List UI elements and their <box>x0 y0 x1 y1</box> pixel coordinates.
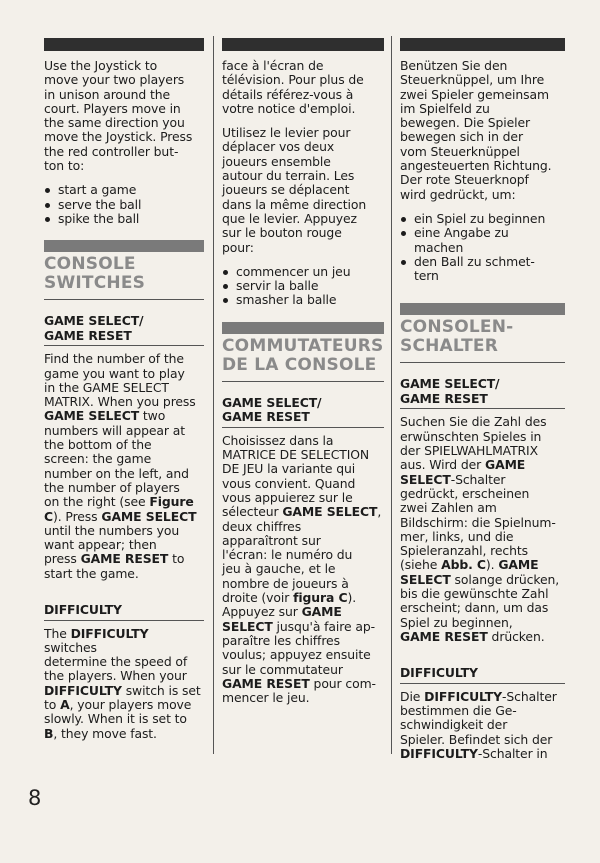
text-run: l'écran: le numéro du <box>222 547 353 563</box>
text-line: Steuerknüppel, um Ihre <box>400 72 545 88</box>
subheading-rule <box>44 345 204 346</box>
text-run: slowly. When it is set to <box>44 711 187 727</box>
text-run: ). <box>485 557 499 573</box>
column-german <box>400 38 565 771</box>
difficulty-heading: DIFFICULTY <box>400 665 478 681</box>
text-run: to <box>168 551 185 567</box>
text-run: -Schalter in <box>477 745 548 761</box>
text-run: vous appuierez sur le <box>222 489 353 505</box>
text-run: determine the speed of <box>44 654 188 670</box>
text-line: move the Joystick. Press <box>44 129 193 145</box>
section-rule <box>400 362 565 363</box>
text-run: gedrückt, erscheinen <box>400 485 530 501</box>
text-run: erscheint; dann, um das <box>400 600 549 616</box>
text-line: GAME RESET <box>222 409 310 425</box>
text-line: pour: <box>222 239 254 255</box>
subheading-rule <box>222 427 384 428</box>
bold-term: DIFFICULTY <box>44 682 122 698</box>
text-line: the same direction you <box>44 115 185 131</box>
text-line: Utilisez le levier pour <box>222 125 351 141</box>
subheading-rule <box>44 620 204 621</box>
list-item: spike the ball <box>44 212 204 226</box>
text-run: two <box>139 408 166 424</box>
text-run: schwindigkeit der <box>400 717 508 733</box>
lever-instructions <box>222 126 384 255</box>
text-run: aus. Wird der <box>400 457 486 473</box>
list-item: serve the ball <box>44 198 204 212</box>
text-run: MATRICE DE SELECTION <box>222 447 370 463</box>
bold-term: A <box>60 697 70 712</box>
text-line: CONSOLE <box>44 254 136 275</box>
list-item: commencer un jeu <box>222 265 384 279</box>
bold-term: SELECT <box>400 571 451 587</box>
text-run: the number of players <box>44 479 180 495</box>
section-title-commutateurs <box>222 337 384 375</box>
text-run: vous convient. Quand <box>222 475 356 491</box>
bold-term: figura C <box>293 590 348 606</box>
text-run: sélecteur <box>222 504 283 520</box>
section-bar <box>44 240 204 252</box>
section-title-consolenschalter <box>400 318 565 356</box>
text-line: déplacer vos deux <box>222 139 335 155</box>
column-header-bar <box>44 38 204 51</box>
bold-term: DIFFICULTY <box>70 625 149 641</box>
game-select-heading <box>222 396 384 425</box>
bold-term: Figure <box>149 494 194 510</box>
section-title-console-switches <box>44 255 204 293</box>
bold-term: SELECT <box>400 471 451 487</box>
text-line: dans la même direction <box>222 196 367 212</box>
text-line: angesteuerten Richtung. <box>400 158 552 174</box>
text-line: im Spielfeld zu <box>400 100 490 116</box>
text-run: press <box>44 551 81 567</box>
text-run: mer, links, und die <box>400 528 514 544</box>
text-run: nombre de joueurs à <box>222 575 349 591</box>
text-run: start the game. <box>44 565 139 581</box>
subheading-rule <box>400 683 565 684</box>
text-run: (siehe <box>400 557 442 573</box>
text-run: drücken. <box>487 628 545 644</box>
text-run: droite (voir <box>222 590 294 606</box>
bold-term: GAME RESET <box>80 551 169 567</box>
text-run: screen: the game <box>44 451 152 467</box>
section-rule <box>222 381 384 382</box>
text-line: votre notice d'emploi. <box>222 100 356 116</box>
bold-term: GAME <box>485 457 526 473</box>
text-run: Spieleranzahl, rechts <box>400 543 528 559</box>
text-line: GAME SELECT/ <box>400 376 500 392</box>
text-run: numbers will appear at <box>44 422 185 438</box>
text-line: que le levier. Appuyez <box>222 210 357 226</box>
text-line: joueurs ensemble <box>222 153 331 169</box>
page-number: 8 <box>28 786 42 810</box>
text-line: vom Steuerknüppel <box>400 143 520 159</box>
text-run: ). <box>347 590 357 606</box>
text-line: GAME SELECT/ <box>44 313 144 329</box>
text-run: paraître les chiffres <box>222 632 340 648</box>
joystick-instructions <box>400 59 565 202</box>
text-run: -Schalter <box>502 688 557 704</box>
text-run: zwei Zahlen am <box>400 500 497 516</box>
joystick-instructions <box>44 59 204 173</box>
text-line: SCHALTER <box>400 336 499 357</box>
bold-term: GAME <box>301 604 342 620</box>
text-run: , they move fast. <box>53 725 157 741</box>
text-run: jusqu'à faire ap- <box>272 618 375 634</box>
text-run: DE JEU la variante qui <box>222 461 356 477</box>
text-run: to <box>44 697 61 712</box>
text-run: Bildschirm: die Spielnum- <box>400 514 556 530</box>
section-bar <box>222 322 384 334</box>
text-line: COMMUTATEURS <box>222 335 384 356</box>
text-run: voulus; appuyez ensuite <box>222 647 371 663</box>
section-rule <box>44 299 204 300</box>
list-item: smasher la balle <box>222 293 384 307</box>
text-run: the bottom of the <box>44 437 152 453</box>
bold-term: GAME SELECT <box>282 504 378 520</box>
text-run: deux chiffres <box>222 518 302 534</box>
text-line: DE LA CONSOLE <box>222 354 377 375</box>
text-line: the red controller but- <box>44 143 179 159</box>
text-run: bis die gewünschte Zahl <box>400 586 549 602</box>
subheading-rule <box>400 408 565 409</box>
bold-term: GAME SELECT <box>101 508 197 524</box>
text-line: move your two players <box>44 72 185 88</box>
text-line: Der rote Steuerknopf <box>400 172 529 188</box>
text-line: wird gedrückt, um: <box>400 186 516 202</box>
list-item: servir la balle <box>222 279 384 293</box>
column-header-bar <box>222 38 384 51</box>
difficulty-text <box>44 627 204 741</box>
text-run: solange drücken, <box>450 571 560 587</box>
text-run: apparaîtront sur <box>222 532 321 548</box>
column-header-bar <box>400 38 565 51</box>
difficulty-heading: DIFFICULTY <box>44 602 122 618</box>
text-run: Find the number of the <box>44 351 184 367</box>
text-line: GAME SELECT/ <box>222 394 322 410</box>
column-french <box>222 38 384 715</box>
action-list <box>222 265 384 308</box>
text-run: Appuyez sur <box>222 604 302 620</box>
text-line: bewegen sich in der <box>400 129 523 145</box>
bold-term: GAME RESET <box>222 675 310 691</box>
text-run: Choisissez dans la <box>222 432 334 448</box>
text-run: switch is set <box>121 682 201 698</box>
text-line: autour du terrain. Les <box>222 168 355 184</box>
text-run: pour com- <box>309 675 376 691</box>
game-select-text <box>400 415 565 644</box>
text-run: game you want to play <box>44 365 185 381</box>
text-line: CONSOLEN- <box>400 317 514 338</box>
text-run: on the right (see <box>44 494 150 510</box>
text-run: Suchen Sie die Zahl des <box>400 414 547 430</box>
column-divider-2 <box>391 36 392 754</box>
text-run: want appear; then <box>44 537 157 553</box>
text-run: mencer le jeu. <box>222 690 310 706</box>
list-item: den Ball zu schmet- tern <box>400 255 565 284</box>
text-run: ). Press <box>53 508 102 524</box>
bold-term: DIFFICULTY <box>400 745 478 761</box>
text-line: sur le bouton rouge <box>222 225 342 241</box>
text-run: The <box>44 625 71 641</box>
text-line: télévision. Pour plus de <box>222 72 364 88</box>
text-run: , <box>377 504 382 520</box>
text-line: SWITCHES <box>44 273 146 294</box>
list-item: ein Spiel zu beginnen <box>400 212 565 226</box>
text-line: joueurs se déplacent <box>222 182 350 198</box>
action-list <box>44 183 204 226</box>
text-line: court. Players move in <box>44 100 181 116</box>
column-divider-1 <box>213 36 214 754</box>
bold-term: C <box>44 508 53 524</box>
bold-term: DIFFICULTY <box>424 688 503 704</box>
bold-term: GAME RESET <box>400 628 488 644</box>
action-list <box>400 212 565 283</box>
text-run: until the numbers you <box>44 522 180 538</box>
game-select-heading <box>44 314 204 343</box>
list-item: start a game <box>44 183 204 197</box>
text-run: switches <box>44 639 97 655</box>
text-line: bewegen. Die Spieler <box>400 115 530 131</box>
text-run: the players. When your <box>44 668 187 684</box>
text-line: GAME RESET <box>400 390 488 406</box>
text-run: in the GAME SELECT <box>44 379 169 395</box>
game-select-heading <box>400 377 565 406</box>
bold-term: SELECT <box>222 618 273 634</box>
column-english <box>44 38 204 751</box>
difficulty-text <box>400 690 565 761</box>
text-line: ton to: <box>44 158 85 174</box>
list-item: eine Angabe zu machen <box>400 226 565 255</box>
text-run: -Schalter <box>450 471 506 487</box>
bold-term: GAME <box>498 557 539 573</box>
tv-notice-text <box>222 59 384 116</box>
text-run: Spiel zu beginnen, <box>400 614 513 630</box>
text-run: erwünschten Spieles in <box>400 428 542 444</box>
text-line: détails référez-vous à <box>222 86 354 102</box>
section-bar <box>400 303 565 315</box>
text-run: number on the left, and <box>44 465 189 481</box>
text-run: sur le commutateur <box>222 661 343 677</box>
bold-term: GAME SELECT <box>44 408 140 424</box>
text-run: bestimmen die Ge- <box>400 703 517 718</box>
text-run: , your players move <box>69 697 192 712</box>
text-run: Die <box>400 688 425 704</box>
text-run: Spieler. Befindet sich der <box>400 731 553 747</box>
text-line: GAME RESET <box>44 327 132 343</box>
text-line: face à l'écran de <box>222 58 324 73</box>
text-run: MATRIX. When you press <box>44 394 196 410</box>
text-line: zwei Spieler gemeinsam <box>400 86 549 102</box>
text-line: Benützen Sie den <box>400 58 508 73</box>
text-run: der SPIELWAHLMATRIX <box>400 443 539 459</box>
bold-term: B <box>44 725 54 741</box>
text-run: jeu à gauche, et le <box>222 561 336 577</box>
bold-term: Abb. C <box>441 557 486 573</box>
text-line: in unison around the <box>44 86 171 102</box>
text-line: Use the Joystick to <box>44 58 158 73</box>
game-select-text <box>44 352 204 581</box>
game-select-text <box>222 434 384 706</box>
